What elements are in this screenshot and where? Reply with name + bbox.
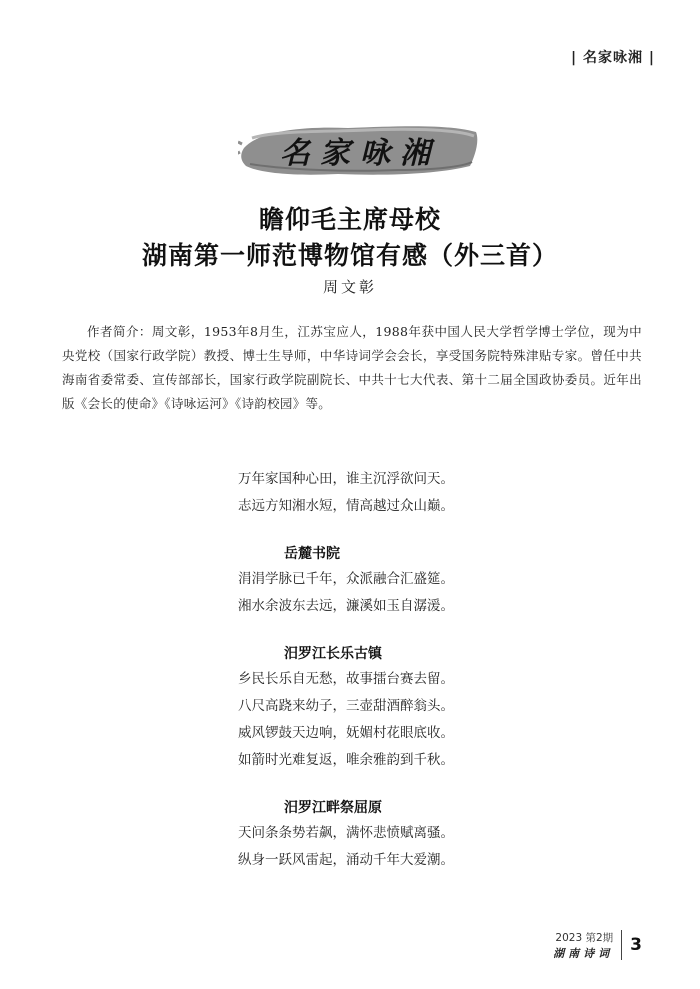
poem-2	[238, 542, 518, 620]
page-footer	[553, 928, 642, 962]
poem-line: 乡民长乐自无愁，故事擂台赛去留。	[238, 671, 454, 687]
author-name: 周文彰	[322, 278, 377, 296]
poem-line: 天问条条势若飙，满怀悲愤赋离骚。	[238, 825, 454, 841]
banner-title: 名家咏湘	[280, 136, 440, 171]
poem-line: 涓涓学脉已千年，众派融合汇盛筵。	[238, 571, 454, 587]
poem-3	[238, 642, 518, 774]
poem-line: 如箭时光难复返，唯余雅韵到千秋。	[238, 752, 454, 768]
section-banner	[238, 118, 482, 182]
footer-info	[553, 930, 613, 961]
poem-1	[238, 466, 518, 520]
poem-line: 志远方知湘水短，情高越过众山巅。	[238, 498, 454, 514]
article-title-line-2: 湖南第一师范博物馆有感（外三首）	[141, 241, 558, 270]
poem-title: 汨罗江长乐古镇	[284, 646, 382, 662]
poem-line: 八尺高跷来幼子，三壶甜酒醉翁头。	[238, 698, 454, 714]
poem-line: 纵身一跃风雷起，涌动千年大爱潮。	[238, 852, 454, 868]
footer-divider	[621, 930, 622, 960]
poem-title: 岳麓书院	[284, 546, 340, 562]
article-title-line-1: 瞻仰毛主席母校	[258, 205, 441, 234]
issue-label: 2023 第2期	[555, 931, 614, 944]
magazine-name: 湖南诗词	[553, 946, 614, 960]
page-number: 3	[630, 935, 642, 955]
poem-line: 威风锣鼓天边响，妩媚村花眼底收。	[238, 725, 454, 741]
poem-line: 万年家国种心田，谁主沉浮欲问天。	[238, 471, 454, 487]
poem-list	[238, 466, 518, 896]
poem-title: 汨罗江畔祭屈原	[284, 800, 382, 816]
author-bio: 作者简介：周文彰，1953年8月生，江苏宝应人，1988年获中国人民大学哲学博士学位，现为中央党校（国家行政学院）教授、博士生导师，中华诗词学会会长，享受国务院特殊津贴专家。曾任中共海南省委常委、宣传部部长，国家行政学院副院长、中共十七大代表、第十二届全国政协委员。近年出版《会长的使命》《诗咏运河》《诗韵校园》等。	[62, 324, 642, 411]
poem-line: 湘水余波东去远，濂溪如玉自潺湲。	[238, 598, 454, 614]
section-tag: | 名家咏湘 |	[571, 50, 655, 66]
poem-4	[238, 796, 518, 874]
